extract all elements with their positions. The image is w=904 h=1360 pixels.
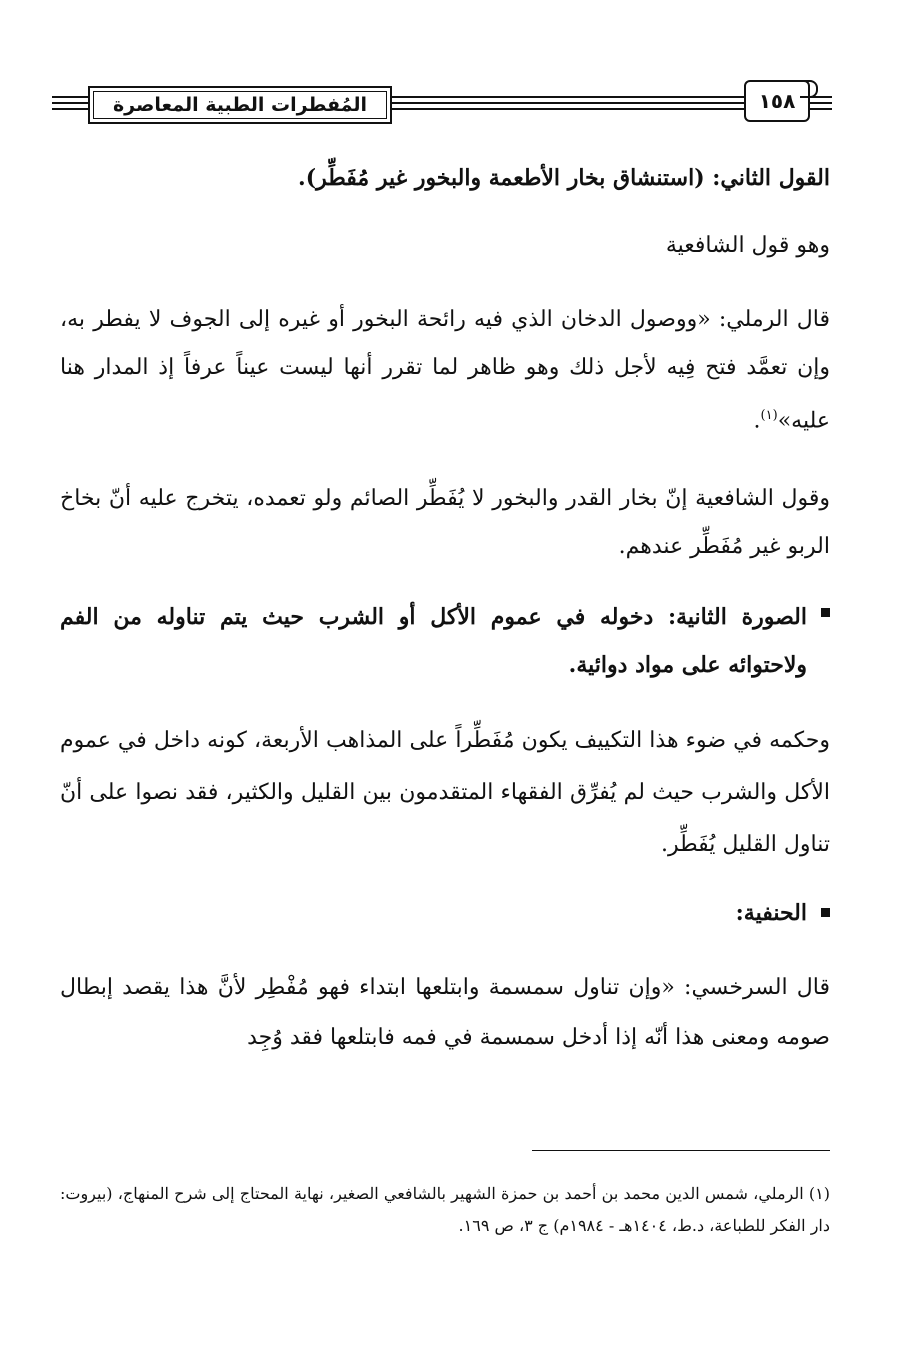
footnote-ref-1: (١) [760, 408, 778, 423]
footnote-separator [532, 1150, 830, 1151]
ruling-paragraph: وحكمه في ضوء هذا التكييف يكون مُفَطِّراً على المذاهب الأربعة، كونه داخل في عموم الأكل والشرب حيث لم يُفرِّق الفقهاء المتقدمون بين القليل والكثير، فقد نصوا على أنّ تناول القليل يُفَطِّر. [60, 728, 830, 858]
ramli-quote [60, 296, 830, 445]
sarakhsi-quote: قال السرخسي: «وإن تناول سمسمة وابتلعها ابتداء فهو مُفْطِر لأنَّ هذا يقصد إبطال صومه ومعنى هذا أنّه إذا أدخل سمسمة في فمه فابتلعها فقد وُجِد [60, 975, 830, 1051]
square-bullet-icon [821, 608, 830, 617]
footnote: (١) الرملي، شمس الدين محمد بن أحمد بن حمزة الشهير بالشافعي الصغير، نهاية المحتاج إلى شرح المنهاج، (بيروت: دار الفكر للطباعة، د.ط، ١٤٠٤هـ - ١٩٨٤م) ج ٣، ص ١٦٩. [60, 1184, 830, 1235]
page-header [52, 78, 832, 128]
page-number: ١٥٨ [758, 89, 796, 113]
scroll-curl-ornament [800, 80, 818, 98]
main-text [60, 150, 830, 1063]
book-title-box [88, 86, 392, 124]
shafii-inference: وقول الشافعية إنّ بخار القدر والبخور لا يُفَطِّر الصائم ولو تعمده، يتخرج عليه أنّ بخاخ الربو غير مُفَطِّر عندهم. [60, 486, 830, 560]
book-title: المُفطرات الطبية المعاصرة [112, 94, 368, 116]
second-form-text: الصورة الثانية: دخوله في عموم الأكل أو الشرب حيث يتم تناوله من الفم ولاحتوائه على مواد دوائية. [60, 604, 807, 679]
ramli-quote-text: قال الرملي: «ووصول الدخان الذي فيه رائحة البخور أو غيره إلى الجوف لا يفطر به، وإن تعمَّد فتح فِيه لأجل ذلك وهو ظاهر لما تقرر أنها ليست عيناً عرفاً إذ المدار هنا عليه» [60, 307, 830, 434]
square-bullet-icon [821, 908, 830, 917]
page-number-scroll [738, 78, 824, 124]
shafii-statement: وهو قول الشافعية [665, 233, 830, 258]
second-opinion-heading: القول الثاني: (استنشاق بخار الأطعمة والبخور غير مُفَطِّر). [298, 165, 830, 191]
ramli-quote-end: . [753, 408, 761, 434]
hanafi-item [60, 893, 830, 933]
hanafi-heading: الحنفية: [735, 900, 807, 927]
second-form-item [60, 593, 830, 689]
